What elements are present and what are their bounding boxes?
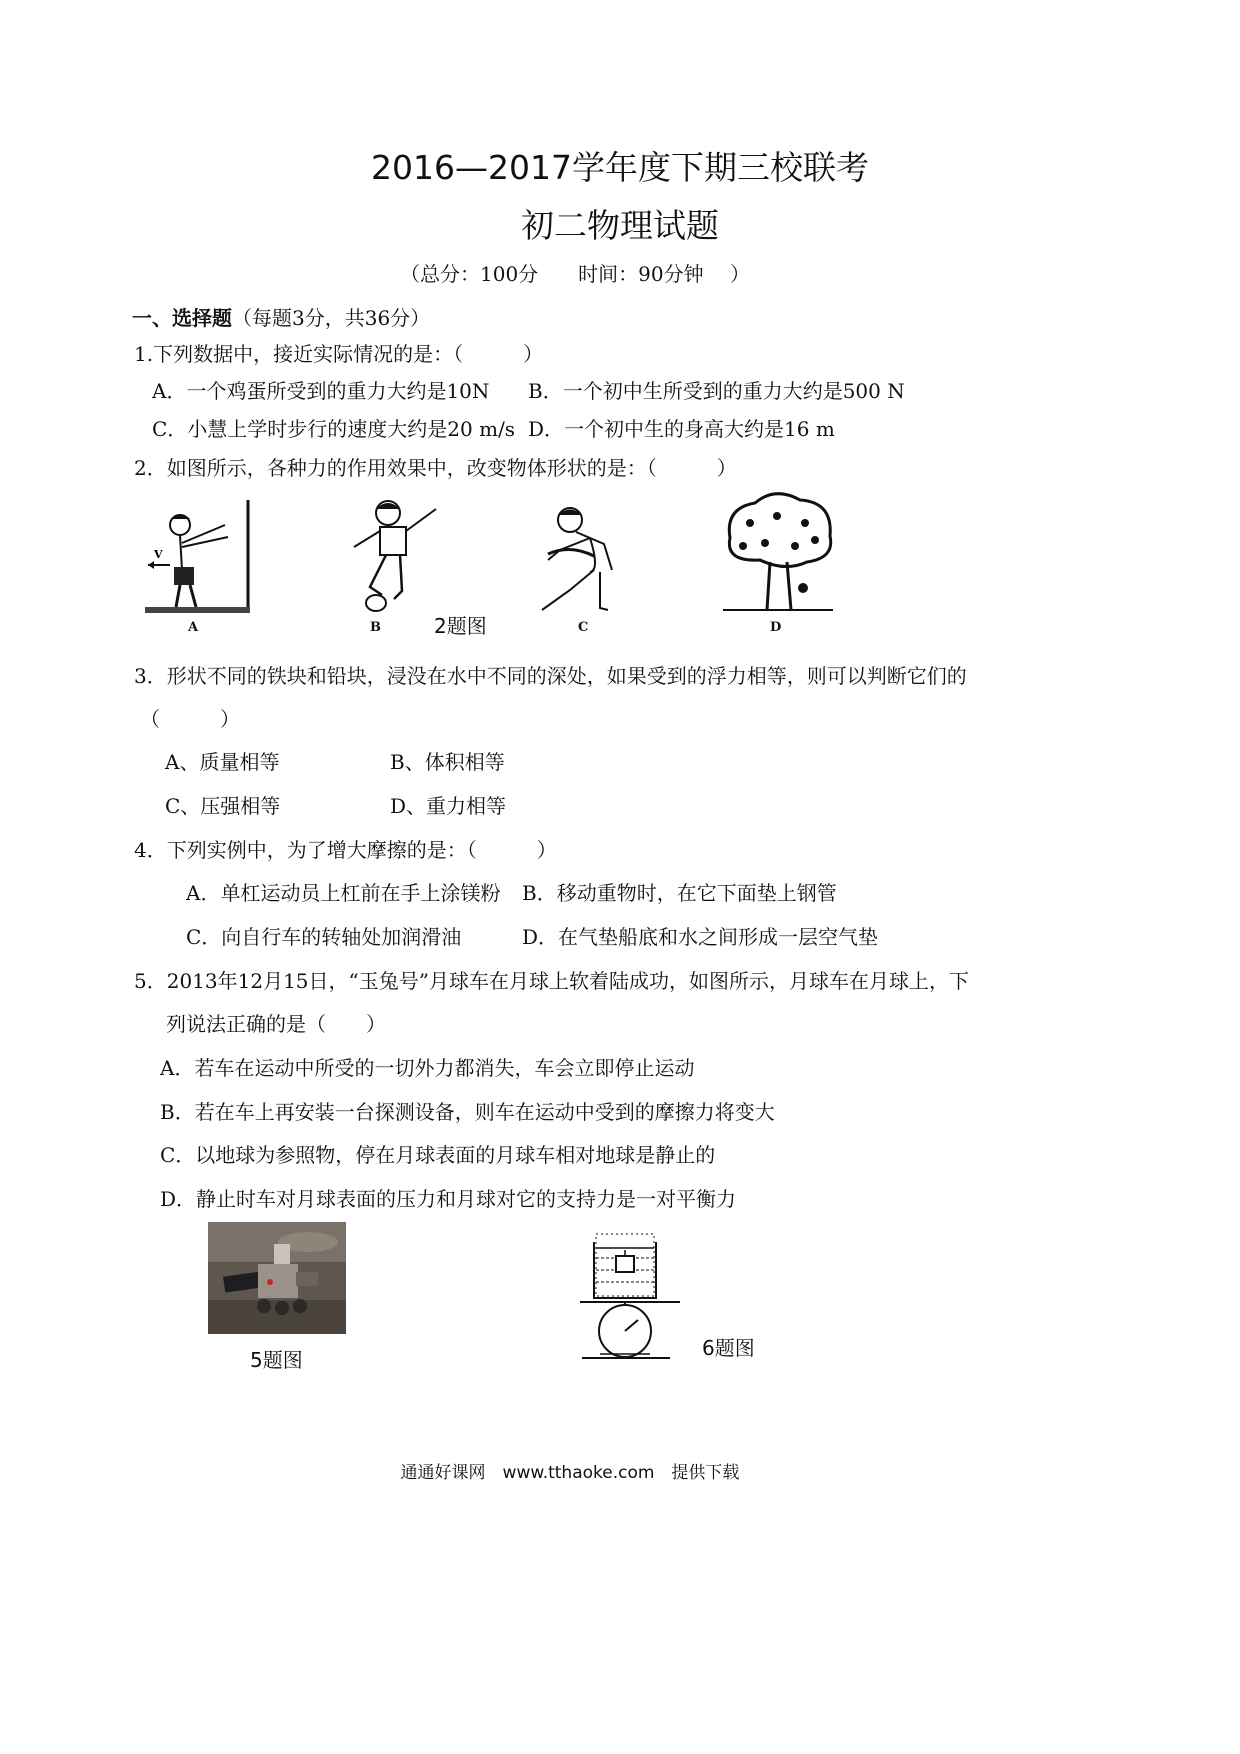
q2-figure-caption: 2题图 <box>434 614 487 638</box>
section-heading-rest: （每题3分，共36分） <box>232 306 431 330</box>
q4-option-c: C．向自行车的转轴处加润滑油 <box>186 925 462 949</box>
q1-option-b: B．一个初中生所受到的重力大约是500 N <box>528 379 905 403</box>
q2-figure-d-apple-tree <box>715 488 840 618</box>
q3-option-d: D、重力相等 <box>390 794 507 818</box>
q3-option-a: A、质量相等 <box>165 750 280 774</box>
q3-option-b: B、体积相等 <box>390 750 505 774</box>
q1-stem: 1.下列数据中，接近实际情况的是：（ ） <box>134 342 544 366</box>
q2-figure-b-kicking-ball <box>340 495 450 620</box>
q2-label-d: D <box>770 620 782 635</box>
q4-option-a: A．单杠运动员上杠前在手上涂镁粉 <box>186 881 501 905</box>
q3-option-c: C、压强相等 <box>165 794 281 818</box>
section-heading <box>132 302 430 331</box>
q2-stem: 2．如图所示，各种力的作用效果中，改变物体形状的是：（ ） <box>134 456 737 480</box>
q1-option-a: A．一个鸡蛋所受到的重力大约是10N <box>152 379 490 403</box>
q6-figure-scale-with-container <box>570 1228 690 1363</box>
exam-subtitle: 初二物理试题 <box>521 206 719 245</box>
q5-figure-caption: 5题图 <box>250 1348 303 1372</box>
q3-blank: （ ） <box>140 707 240 731</box>
q5-stem-line1: 5．2013年12月15日，“玉兔号”月球车在月球上软着陆成功，如图所示，月球车在月球上，下 <box>134 969 969 993</box>
q4-option-b: B．移动重物时，在它下面垫上钢管 <box>522 881 837 905</box>
q2-figure-a-boy-pushing-wall <box>140 495 260 620</box>
q5-option-a: A．若车在运动中所受的一切外力都消失，车会立即停止运动 <box>160 1056 695 1080</box>
q5-option-b: B．若在车上再安装一台探测设备，则车在运动中受到的摩擦力将变大 <box>160 1100 775 1124</box>
exam-meta: （总分：100分 时间：90分钟 ） <box>400 262 750 286</box>
q5-option-c: C．以地球为参照物，停在月球表面的月球车相对地球是静止的 <box>160 1143 716 1167</box>
q4-stem: 4．下列实例中，为了增大摩擦的是：（ ） <box>134 838 557 862</box>
q5-stem-line2: 列说法正确的是（ ） <box>166 1012 386 1036</box>
q5-figure-lunar-rover-photo <box>208 1222 346 1334</box>
q6-figure-caption: 6题图 <box>702 1336 755 1360</box>
q2-velocity-label: V <box>154 548 163 561</box>
q2-label-c: C <box>578 620 589 635</box>
q1-option-d: D．一个初中生的身高大约是16 m <box>528 417 835 441</box>
q2-label-a: A <box>188 620 199 635</box>
q3-stem: 3．形状不同的铁块和铅块，浸没在水中不同的深处，如果受到的浮力相等，则可以判断它们的 <box>134 664 967 688</box>
q4-option-d: D．在气垫船底和水之间形成一层空气垫 <box>522 925 879 949</box>
exam-title: 2016—2017学年度下期三校联考 <box>371 148 869 187</box>
q2-figure-c-bending-ruler <box>530 500 630 620</box>
q5-option-d: D．静止时车对月球表面的压力和月球对它的支持力是一对平衡力 <box>160 1187 737 1211</box>
section-heading-bold: 一、选择题 <box>132 306 232 330</box>
q1-option-c: C．小慧上学时步行的速度大约是20 m/s <box>152 417 516 441</box>
page-footer: 通通好课网 www.tthaoke.com 提供下载 <box>400 1463 740 1483</box>
q2-label-b: B <box>370 620 381 635</box>
